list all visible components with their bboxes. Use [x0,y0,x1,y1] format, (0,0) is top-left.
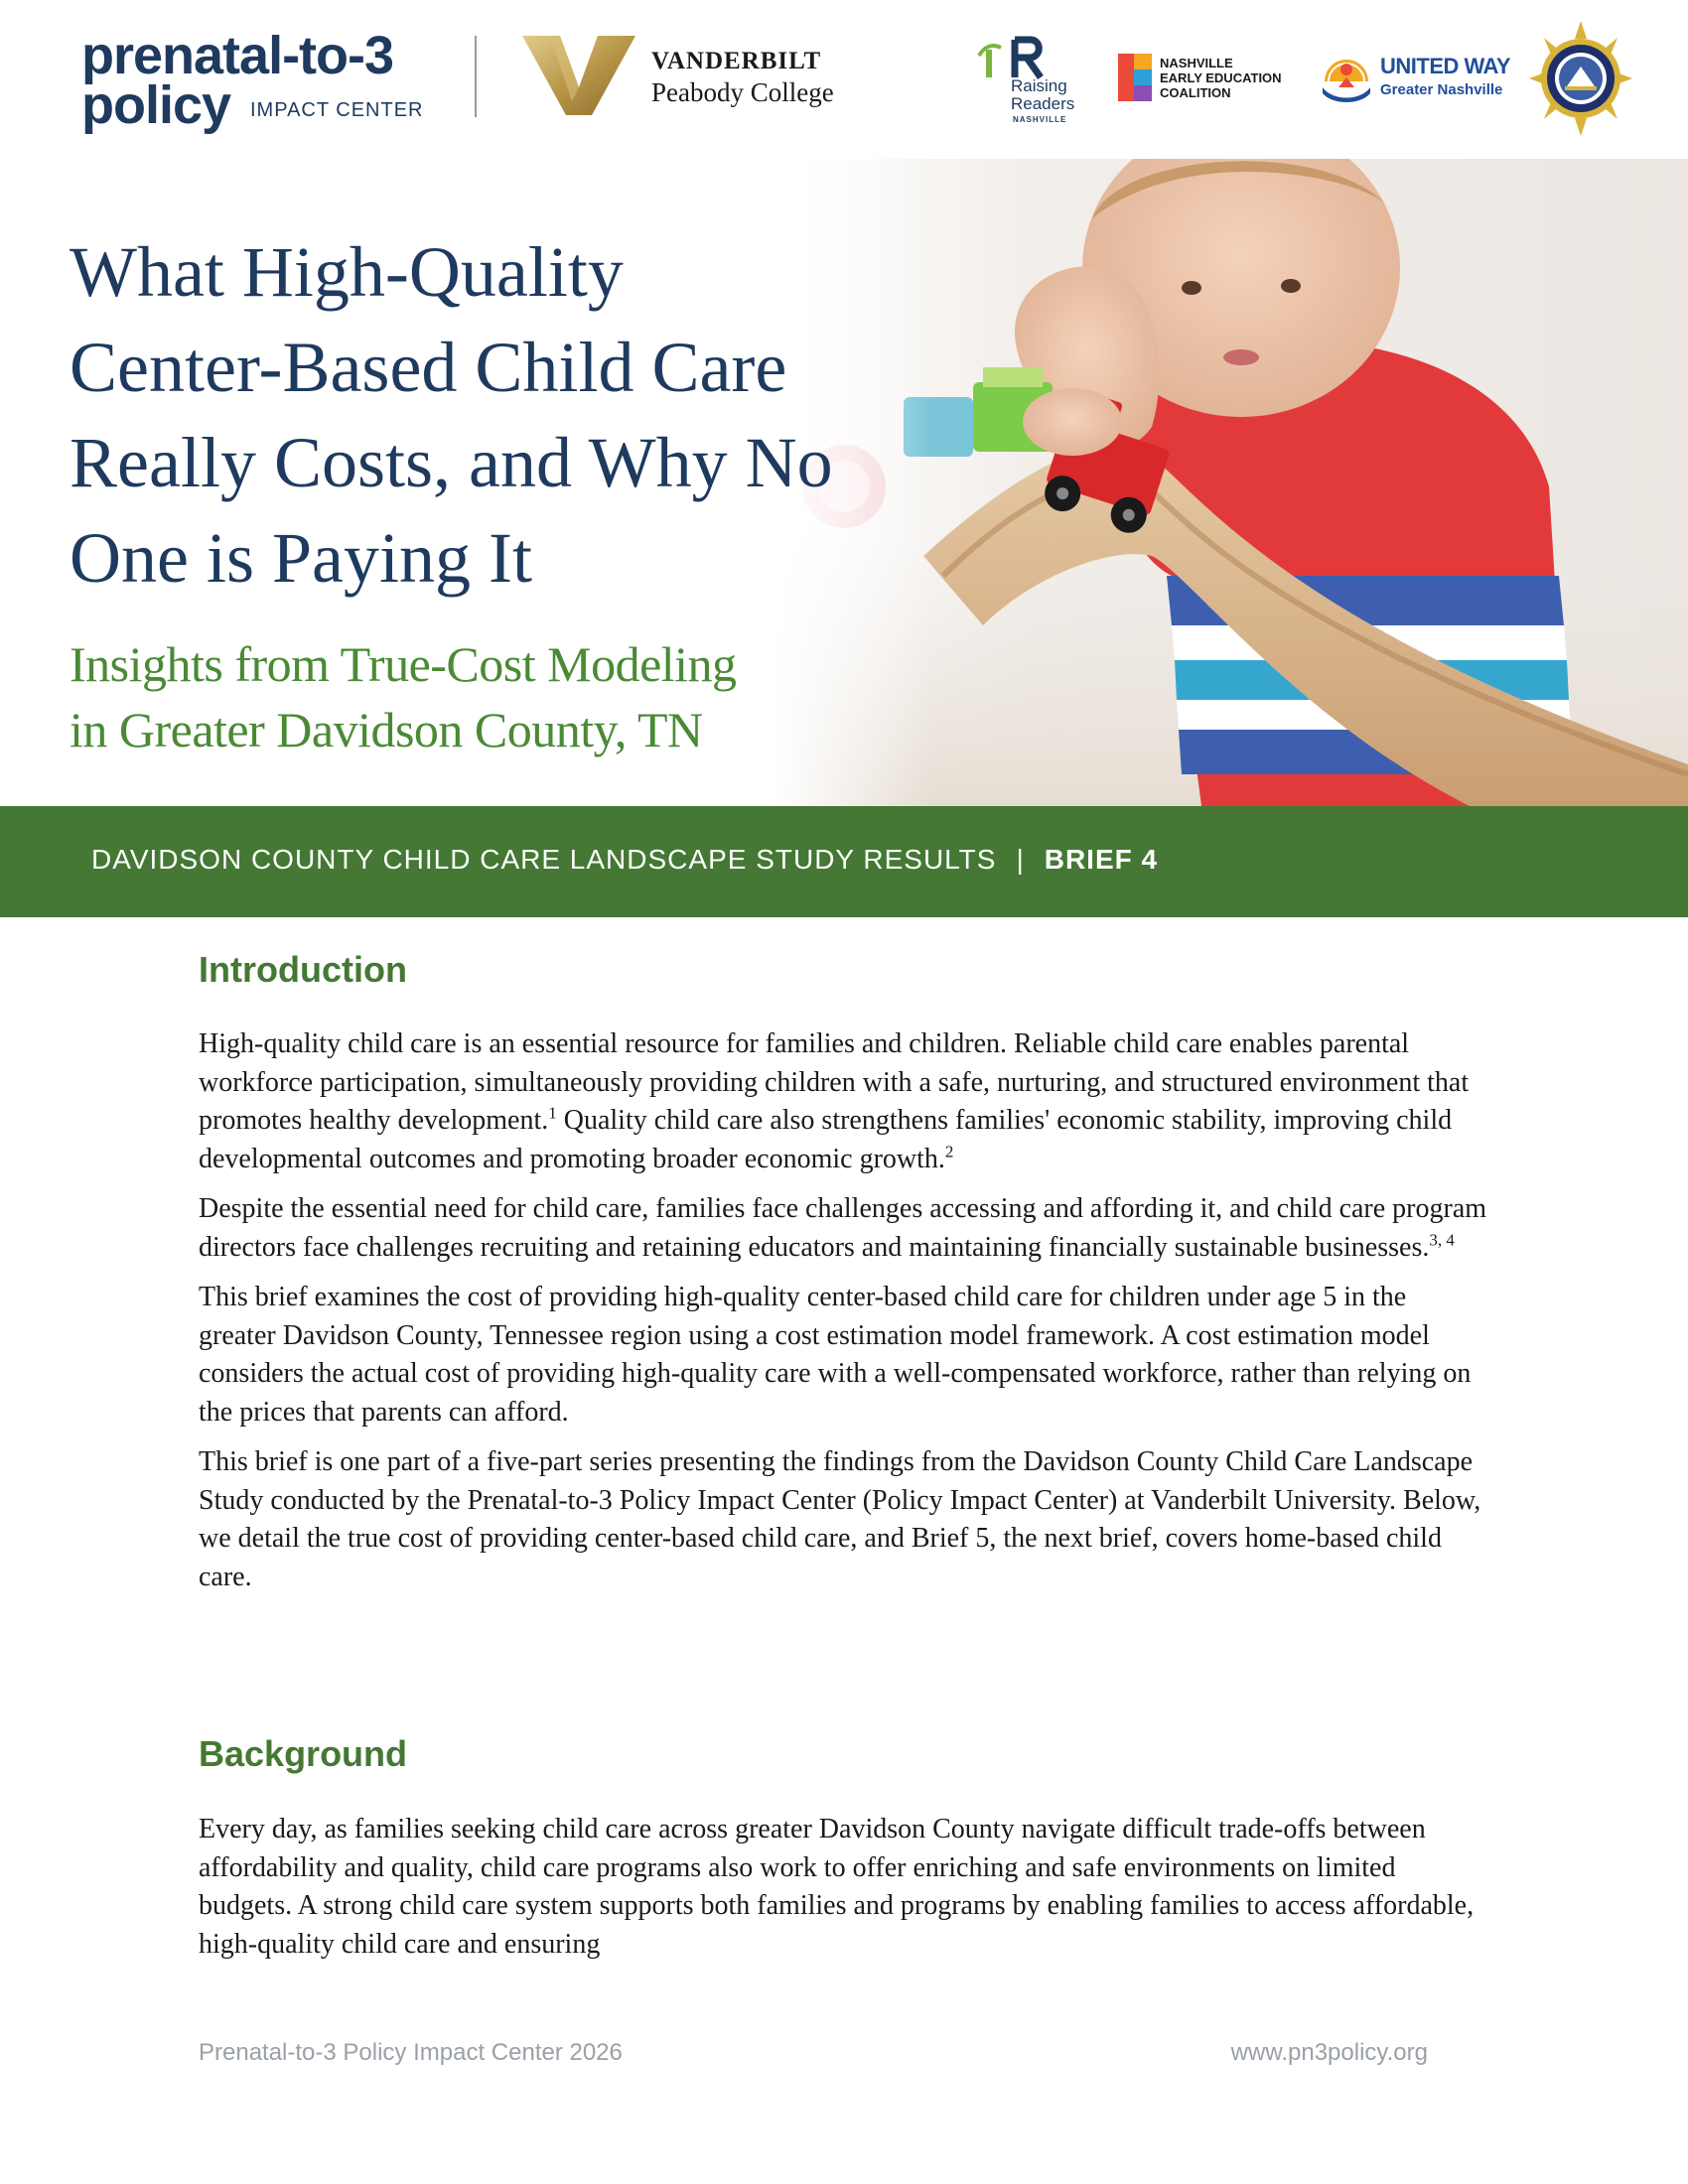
raising-readers-nashville: NASHVILLE [1013,115,1067,124]
logo-divider [475,36,477,117]
background-body [199,1811,1489,1976]
united-way-name: UNITED WAY [1380,54,1511,78]
pn3-policy-logo[interactable] [81,28,439,137]
footer-copyright: Prenatal-to-3 Policy Impact Center 2026 [199,2039,623,2066]
vanderbilt-name: VANDERBILT [651,48,822,74]
raising-readers-logo[interactable] [975,36,1074,127]
pn3-logo-sub: IMPACT CENTER [250,99,424,121]
intro-paragraph-1: High-quality child care is an essential resource for families and children. Reliable child care enables parental workforce participation, simultaneously providing children with a safe, nurturing, and structured environment that promotes healthy development.$^1$ Quality child care also strengthens families' economic stability, improving child developmental outcomes and promoting broader economic growth.$^2$ [199,1028,1470,1174]
document-title [70,224,963,606]
pn3-logo-line1: prenatal-to-3 [81,26,394,85]
title-line-3: Really Costs, and Why No [70,423,833,502]
neec-logo[interactable] [1118,54,1307,103]
introduction-body [199,1025,1489,1608]
banner-text [91,844,1158,876]
united-way-sub: Greater Nashville [1380,81,1503,98]
document-subtitle [70,631,864,762]
introduction-heading: Introduction [199,949,407,990]
metro-nashville-seal-icon [1529,20,1632,137]
title-line-2: Center-Based Child Care [70,328,787,407]
neec-blocks-icon [1118,54,1152,101]
background-section [199,1733,1489,1775]
pn3-logo-line2: policy [81,75,231,135]
intro-paragraph-3: This brief examines the cost of providing high-quality center-based child care for children under age 5 in the greater Davidson County, Tennessee region using a cost estimation model framework. A cost estimation model considers the actual cost of providing high-quality care with a well-compensated workforce, rather than relying on the prices that parents can afford. [199,1282,1472,1428]
banner-brief-number: BRIEF 4 [1044,844,1159,875]
footnote-ref-2[interactable]: 2 [944,1142,954,1161]
title-line-1: What High-Quality [70,232,624,312]
series-banner [0,806,1688,917]
footnote-ref-1[interactable]: 1 [548,1103,557,1123]
subtitle-line-1: Insights from True-Cost Modeling [70,636,737,692]
raising-readers-r-icon [975,36,1074,79]
banner-separator: | [1016,844,1025,875]
united-way-logo[interactable] [1319,48,1511,107]
neec-text: NASHVILLE EARLY EDUCATION COALITION [1160,56,1282,100]
logo-bar [0,0,1688,159]
title-line-4: One is Paying It [70,518,532,598]
united-way-hand-icon [1319,48,1374,103]
introduction-section [199,949,1489,991]
vanderbilt-sub: Peabody College [651,77,834,107]
background-heading: Background [199,1733,408,1774]
background-paragraph-1: Every day, as families seeking child care across greater Davidson County navigate difficult trade-offs between affordability and quality, child care programs also work to offer enriching and safe environments on limited budgets. A strong child care system supports both families and programs by enabling families to access affordable, high-quality child care and ensuring [199,1814,1475,1960]
subtitle-line-2: in Greater Davidson County, TN [70,702,703,757]
intro-paragraph-2: Despite the essential need for child care, families face challenges accessing and affording it, and child care program directors face challenges recruiting and retaining educators and maintaining financially sustainable businesses.$^{3, 4}$ [199,1193,1487,1263]
vanderbilt-v-icon [520,32,637,117]
banner-series: DAVIDSON COUNTY CHILD CARE LANDSCAPE STUDY RESULTS [91,844,997,875]
intro-paragraph-4: This brief is one part of a five-part series presenting the findings from the Davidson County Child Care Landscape Study conducted by the Prenatal-to-3 Policy Impact Center (Policy Impact Center) at Vanderbilt University. Below, we detail the true cost of providing center-based child care, and Brief 5, the next brief, covers home-based child care. [199,1446,1481,1592]
raising-readers-text: Raising Readers [1011,76,1075,113]
footer-website-link[interactable]: www.pn3policy.org [1230,2039,1428,2066]
footnote-ref-3-4[interactable]: 3, 4 [1429,1230,1455,1250]
